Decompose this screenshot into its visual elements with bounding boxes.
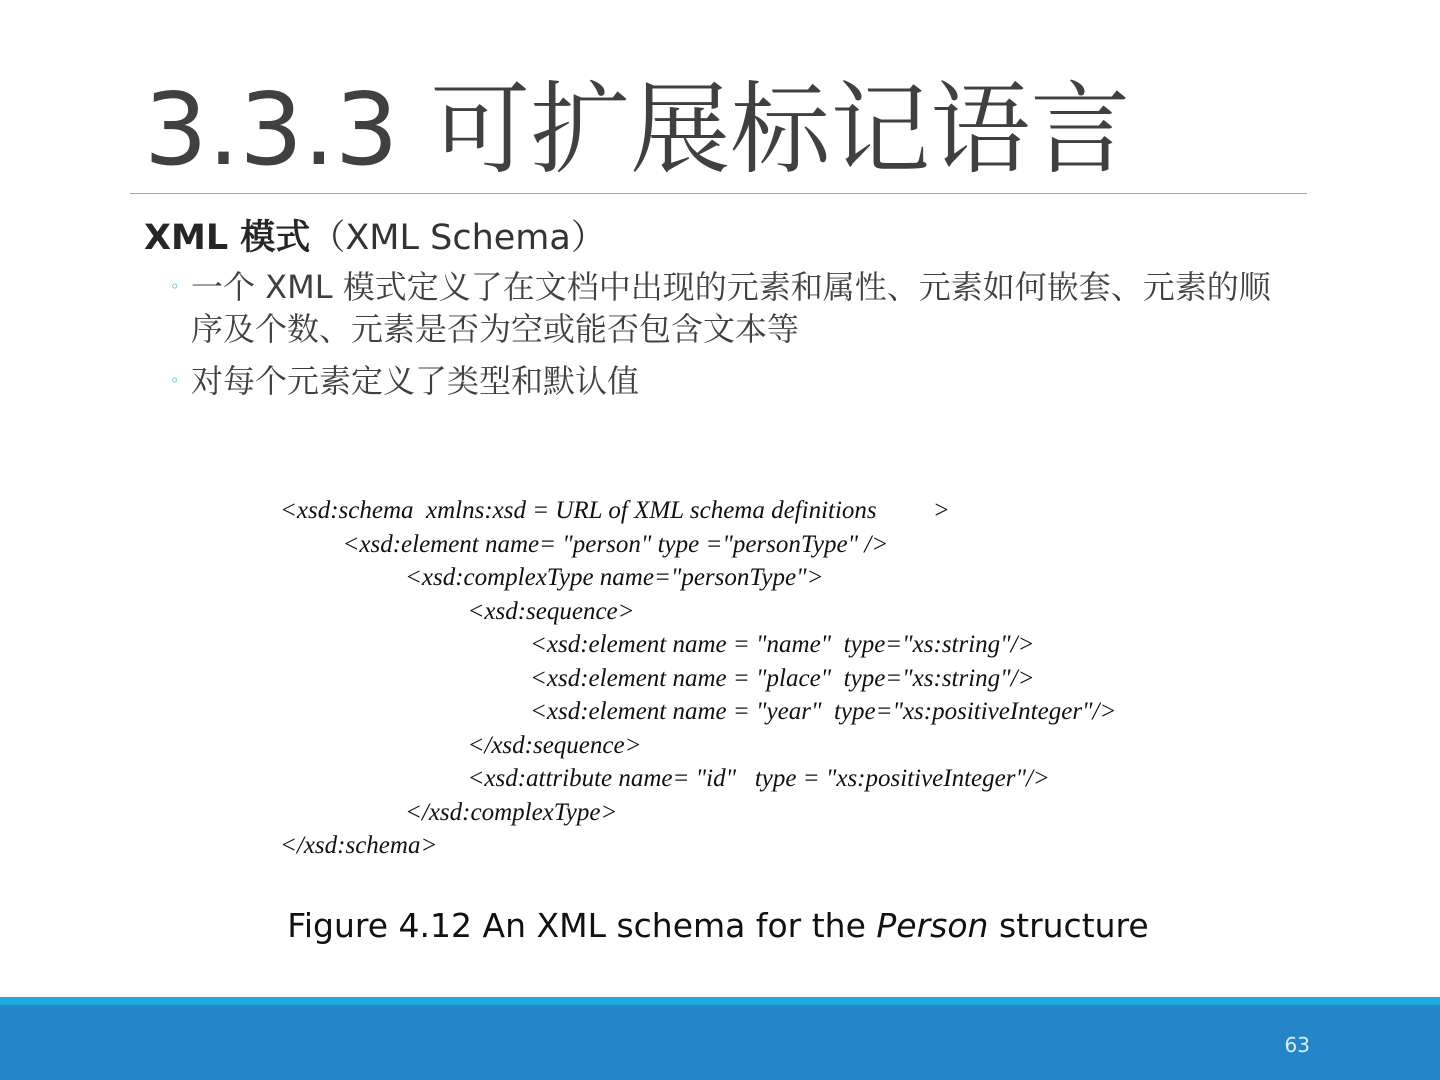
- section-heading-bold: XML 模式: [144, 218, 311, 258]
- code-line: </xsd:sequence>: [280, 731, 642, 759]
- code-line: <xsd:complexType name="personType">: [280, 564, 824, 591]
- bullet-text: 一个 XML 模式定义了在文档中出现的元素和属性、元素如何嵌套、元素的顺序及个数、元素是否为空或能否包含文本等: [191, 268, 1271, 348]
- title-divider: [130, 193, 1307, 194]
- code-line: </xsd:schema>: [280, 832, 438, 859]
- xml-schema-code: [280, 494, 1116, 863]
- code-line: <xsd:attribute name= "id" type = "xs:positiveInteger"/>: [280, 765, 1050, 792]
- code-line: <xsd:element name = "name" type="xs:string"/>: [280, 631, 1035, 658]
- code-line: <xsd:element name = "year" type="xs:positiveInteger"/>: [280, 698, 1117, 725]
- bullet-item: [170, 360, 1300, 402]
- bullet-item: [170, 266, 1300, 350]
- bullet-marker-icon: ◦: [170, 277, 180, 296]
- bullet-text: 对每个元素定义了类型和默认值: [191, 362, 640, 400]
- code-line: <xsd:element name = "place" type="xs:string"/>: [280, 664, 1035, 692]
- bullet-marker-icon: ◦: [170, 371, 180, 390]
- footer-accent-stripe: [0, 997, 1440, 1005]
- code-line: <xsd:element name= "person" type ="personType" />: [280, 530, 889, 558]
- footer-bar: [0, 1005, 1440, 1080]
- figure-caption-text: Figure 4.12 An XML schema for the: [287, 906, 877, 945]
- code-line: </xsd:complexType>: [280, 798, 618, 826]
- figure-caption-emphasis: Person: [876, 906, 989, 945]
- bullet-list: [170, 266, 1300, 412]
- code-line: <xsd:schema xmlns:xsd = URL of XML schema definitions >: [280, 497, 950, 524]
- slide-title: 3.3.3 可扩展标记语言: [144, 71, 1131, 188]
- figure-caption-text-end: structure: [988, 906, 1149, 945]
- code-line: <xsd:sequence>: [280, 597, 635, 625]
- page-number: 63: [1284, 1033, 1310, 1057]
- section-heading-rest: （XML Schema）: [310, 218, 606, 258]
- figure-caption: [0, 905, 1436, 947]
- section-heading: [144, 214, 606, 262]
